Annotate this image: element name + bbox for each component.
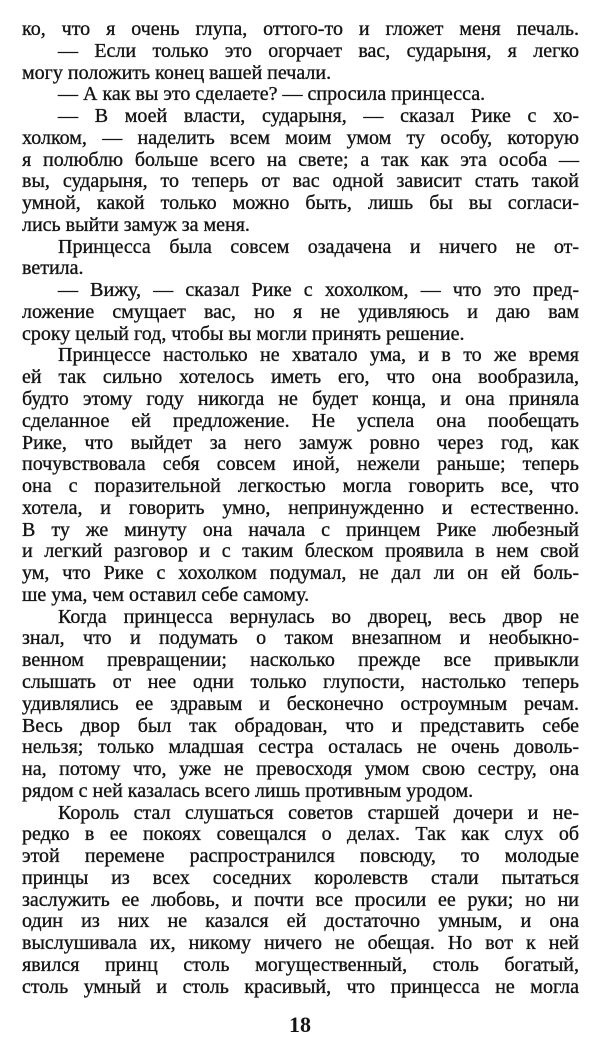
text-line: явился принц столь могущественный, столь богатый, [22, 953, 579, 976]
text-line: ко, что я очень глупа, оттого-то и гложет меня печаль. [22, 18, 579, 40]
text-line: холком, — наделить всем моим умом ту особу, которую [22, 126, 579, 149]
text-line: почувствовала себя совсем иной, нежели раньше; теперь [22, 453, 579, 476]
text-line: сделанное ей предложение. Не успела она пообещать [22, 409, 579, 432]
text-line: лись выйти замуж за меня. [22, 213, 250, 236]
text-line: Весь двор был так обрадован, что и представить себе [22, 714, 579, 737]
text-line: могу положить конец вашей печали. [22, 61, 332, 84]
text-line: этой перемене распространился повсюду, то молодые [22, 845, 579, 868]
text-line: я полюблю больше всего на свете; а так как эта особа — [22, 148, 579, 171]
text-line: ложение смущает вас, но я не удивляюсь и даю вам [22, 300, 579, 323]
text-line: принцы из всех соседних королевств стали пытаться [22, 866, 579, 889]
text-line: будто этому году никогда не будет конца, и она приняла [22, 388, 579, 411]
text-line: — В моей власти, сударыня, — сказал Рике с хо- [58, 105, 579, 128]
text-line: ше ума, чем оставил себе самому. [22, 583, 310, 606]
text-line: заслужить ее любовь, и почти все просили ее руки; но ни [22, 888, 579, 911]
text-line: — А как вы это сделаете? — спросила принцесса. [58, 83, 486, 106]
text-line: хотела, и говорить умно, непринужденно и естественно. [22, 496, 579, 519]
text-line: ветила. [22, 257, 84, 280]
text-line: сроку целый год, чтобы вы могли принять решение. [22, 322, 465, 345]
text-line: — Если только это огорчает вас, сударыня, я легко [58, 39, 579, 62]
page-text [22, 19, 579, 998]
text-line: рядом с ней казалась всего лишь противным уродом. [22, 779, 474, 802]
text-line: вы, сударыня, то теперь от вас одной зависит стать такой [22, 170, 579, 193]
text-line: она с поразительной легкостью могла говорить все, что [22, 475, 579, 498]
text-line: Рике, что выйдет за него замуж ровно через год, как [22, 431, 579, 454]
text-line: умной, какой только можно быть, лишь бы вы согласи- [22, 192, 579, 215]
text-line: знал, что и подумать о таком внезапном и необыкно- [22, 627, 579, 650]
text-line: Когда принцесса вернулась во дворец, весь двор не [58, 605, 579, 628]
text-line: венном превращении; насколько прежде все привыкли [22, 649, 579, 672]
text-line: выслушивала их, никому ничего не обещая. Но вот к ней [22, 932, 579, 955]
text-line: на, потому что, уже не превосходя умом свою сестру, она [22, 758, 579, 781]
text-line: столь умный и столь красивый, что принцесса не могла [22, 975, 579, 998]
text-line: ум, что Рике с хохолком подумал, не дал ли он ей боль- [22, 562, 579, 585]
text-line: — Вижу, — сказал Рике с хохолком, — что это пред- [58, 279, 579, 302]
text-line: В ту же минуту она начала с принцем Рике любезный [22, 518, 579, 541]
text-line: Принцессе настолько не хватало ума, и в то же время [58, 344, 579, 367]
text-line: слышать от нее одни только глупости, настолько теперь [22, 670, 579, 693]
text-line: и легкий разговор и с таким блеском проявила в нем свой [22, 540, 579, 563]
page-number: 18 [289, 1012, 311, 1037]
text-line: Принцесса была совсем озадачена и ничего не от- [58, 235, 579, 258]
text-line: один из них не казался ей достаточно умным, и она [22, 910, 579, 933]
text-line: удивлялись ее здравым и бесконечно остроумным речам. [22, 692, 579, 715]
text-line: ей так сильно хотелось иметь его, что она вообразила, [22, 366, 579, 389]
text-line: нельзя; только младшая сестра осталась не очень доволь- [22, 736, 579, 759]
text-line: редко в ее покоях совещался о делах. Так как слух об [22, 823, 579, 846]
text-line: Король стал слушаться советов старшей дочери и не- [58, 801, 579, 824]
